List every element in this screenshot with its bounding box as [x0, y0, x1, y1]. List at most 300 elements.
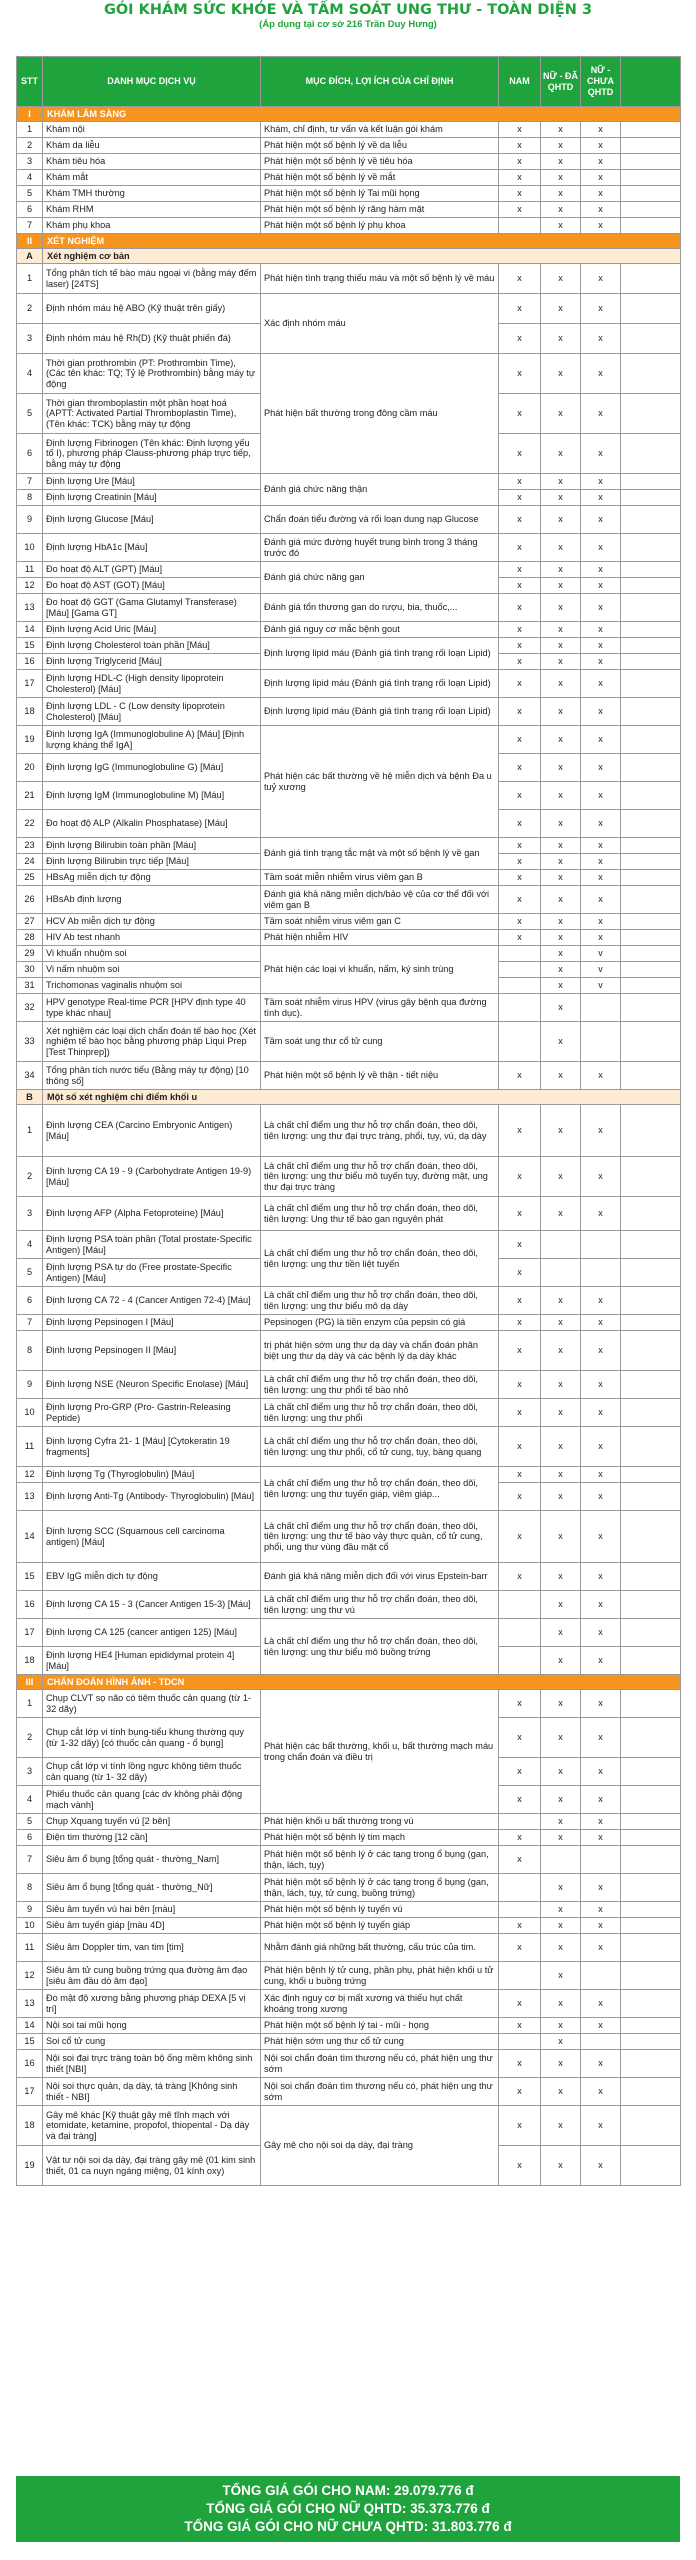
table-row	[17, 1830, 681, 1846]
service-name: Định lượng Ure [Máu]	[43, 474, 261, 490]
female-single-check: x	[581, 2018, 621, 2034]
row-number: 6	[17, 1830, 43, 1846]
spacer-cell	[621, 946, 681, 962]
female-single-check: x	[581, 1511, 621, 1563]
table-row	[17, 698, 681, 726]
table-row	[17, 670, 681, 698]
male-check: x	[499, 1846, 541, 1874]
male-check: x	[499, 810, 541, 838]
purpose-cell: Là chất chỉ điểm ung thư hỗ trợ chẩn đoán, theo dõi, tiên lượng: ung thư tiền liệt tuyến	[261, 1231, 499, 1287]
female-single-check: x	[581, 854, 621, 870]
purpose-cell: Phát hiện một số bệnh lý ở các tạng trong ổ bụng (gan, thận, lách, tụy)	[261, 1846, 499, 1874]
row-number: 25	[17, 870, 43, 886]
row-number: 12	[17, 1467, 43, 1483]
female-married-check: x	[541, 946, 581, 962]
row-number: 1	[17, 1690, 43, 1718]
purpose-cell: Chẩn đoán tiểu đường và rối loạn dung nạp Glucose	[261, 506, 499, 534]
male-check: x	[499, 324, 541, 354]
row-number: 32	[17, 994, 43, 1022]
table-row	[17, 186, 681, 202]
service-name: Định lượng IgA (Immunoglobuline A) [Máu] [Định lượng kháng thể IgA]	[43, 726, 261, 754]
female-married-check: x	[541, 1874, 581, 1902]
row-number: 16	[17, 1591, 43, 1619]
female-single-check: x	[581, 474, 621, 490]
female-married-check: x	[541, 994, 581, 1022]
row-number: 13	[17, 1990, 43, 2018]
service-name: Đo mật độ xương bằng phương pháp DEXA [5 vị trí]	[43, 1990, 261, 2018]
row-number: 34	[17, 1062, 43, 1090]
section-title: KHÁM LÂM SÀNG	[43, 107, 681, 122]
female-married-check: x	[541, 2034, 581, 2050]
row-number: 6	[17, 202, 43, 218]
service-name: Định nhóm máu hệ ABO (Kỹ thuật trên giấy)	[43, 294, 261, 324]
row-number: 28	[17, 930, 43, 946]
male-check: x	[499, 264, 541, 294]
female-married-check: x	[541, 1287, 581, 1315]
purpose-cell: Tầm soát nhiễm virus HPV (virus gây bệnh qua đường tình dục).	[261, 994, 499, 1022]
female-married-check: x	[541, 1830, 581, 1846]
female-married-check: x	[541, 1511, 581, 1563]
female-single-check: x	[581, 1483, 621, 1511]
service-name: Chụp cắt lớp vi tính lồng ngực không tiêm thuốc cản quang (từ 1- 32 dãy)	[43, 1758, 261, 1786]
spacer-cell	[621, 534, 681, 562]
female-married-check: x	[541, 1990, 581, 2018]
male-check: x	[499, 154, 541, 170]
service-name: Siêu âm tuyến giáp [màu 4D]	[43, 1918, 261, 1934]
purpose-cell: Đánh giá mức đường huyết trung bình trong 3 tháng trước đó	[261, 534, 499, 562]
row-number: 4	[17, 1231, 43, 1259]
row-number: 2	[17, 138, 43, 154]
male-check: x	[499, 930, 541, 946]
row-number: 3	[17, 1758, 43, 1786]
service-name: Định lượng Creatinin [Máu]	[43, 490, 261, 506]
purpose-cell: Phát hiện một số bệnh lý phụ khoa	[261, 218, 499, 234]
female-single-check	[581, 1846, 621, 1874]
row-number: 14	[17, 622, 43, 638]
section-title: CHẨN ĐOÁN HÌNH ẢNH - TDCN	[43, 1675, 681, 1690]
purpose-cell: Là chất chỉ điểm ung thư hỗ trợ chẩn đoán, theo dõi, tiên lượng: ung thư phổi, cổ tử cung, tụy, bàng quang	[261, 1427, 499, 1467]
row-number: 14	[17, 1511, 43, 1563]
spacer-cell	[621, 782, 681, 810]
purpose-cell: Phát hiện khối u bất thường trong vú	[261, 1814, 499, 1830]
purpose-cell: Là chất chỉ điểm ung thư hỗ trợ chẩn đoán, theo dõi, tiên lượng: ung thư tuyến giáp, viêm giáp...	[261, 1467, 499, 1511]
purpose-cell: Định lượng lipid máu (Đánh giá tình trạng rối loạn Lipid)	[261, 638, 499, 670]
spacer-cell	[621, 138, 681, 154]
table-row	[17, 594, 681, 622]
female-single-check: x	[581, 122, 621, 138]
spacer-cell	[621, 170, 681, 186]
female-married-check: x	[541, 1105, 581, 1157]
purpose-cell: Là chất chỉ điểm ung thư hỗ trợ chẩn đoán, theo dõi, tiên lượng: ung thư tế bào vảy thực quản, cổ tử cung, phổi, ung thư vùng đầu mặt cổ	[261, 1511, 499, 1563]
table-row	[17, 170, 681, 186]
service-name: Định lượng Bilirubin toàn phần [Máu]	[43, 838, 261, 854]
purpose-cell: Đánh giá khả năng miễn dịch/bảo vệ của cơ thể đối với viêm gan B	[261, 886, 499, 914]
row-number: 17	[17, 2078, 43, 2106]
female-single-check: x	[581, 1467, 621, 1483]
service-name: Định lượng Tg (Thyroglobulin) [Máu]	[43, 1467, 261, 1483]
row-number: 18	[17, 1647, 43, 1675]
purpose-cell: Pepsinogen (PG) là tiền enzym của pepsin có giá	[261, 1315, 499, 1331]
row-number: 29	[17, 946, 43, 962]
row-number: 4	[17, 354, 43, 394]
row-number: 8	[17, 1874, 43, 1902]
male-check: x	[499, 1934, 541, 1962]
service-name: Điện tim thường [12 cần]	[43, 1830, 261, 1846]
purpose-cell: Đánh giá chức năng gan	[261, 562, 499, 594]
male-check	[499, 994, 541, 1022]
table-row	[17, 534, 681, 562]
service-name: Định lượng Cholesterol toàn phần [Máu]	[43, 638, 261, 654]
table-body	[17, 107, 681, 2186]
female-married-check: x	[541, 218, 581, 234]
spacer-cell	[621, 1399, 681, 1427]
row-number: 12	[17, 578, 43, 594]
male-check: x	[499, 122, 541, 138]
service-name: Định lượng HE4 [Human epididymal protein 4] [Máu]	[43, 1647, 261, 1675]
male-check: x	[499, 354, 541, 394]
spacer-cell	[621, 1918, 681, 1934]
service-name: Định lượng PSA tự do (Free prostate-Specific Antigen) [Máu]	[43, 1259, 261, 1287]
service-name: Khám TMH thường	[43, 186, 261, 202]
female-single-check: x	[581, 534, 621, 562]
female-married-check: x	[541, 202, 581, 218]
female-married-check	[541, 1259, 581, 1287]
female-single-check: x	[581, 1287, 621, 1315]
spacer-cell	[621, 1467, 681, 1483]
female-married-check: x	[541, 654, 581, 670]
service-name: HCV Ab miễn dịch tự động	[43, 914, 261, 930]
purpose-cell: Phát hiện một số bệnh lý về da liễu	[261, 138, 499, 154]
spacer-cell	[621, 122, 681, 138]
male-check: x	[499, 1371, 541, 1399]
male-check: x	[499, 394, 541, 434]
row-number: 17	[17, 1619, 43, 1647]
service-name: HBsAb định lượng	[43, 886, 261, 914]
female-single-check: v	[581, 978, 621, 994]
female-married-check: x	[541, 1062, 581, 1090]
female-single-check: x	[581, 726, 621, 754]
female-married-check: x	[541, 854, 581, 870]
female-married-check: x	[541, 810, 581, 838]
female-single-check: x	[581, 2146, 621, 2186]
female-married-check: x	[541, 2106, 581, 2146]
service-name: Khám mắt	[43, 170, 261, 186]
female-single-check: x	[581, 294, 621, 324]
row-number: 10	[17, 534, 43, 562]
female-single-check: x	[581, 202, 621, 218]
spacer-cell	[621, 1647, 681, 1675]
service-name: Định lượng HDL-C (High density lipoprotein Cholesterol) [Máu]	[43, 670, 261, 698]
row-number: 10	[17, 1918, 43, 1934]
female-single-check: x	[581, 810, 621, 838]
female-married-check: x	[541, 1427, 581, 1467]
row-number: 1	[17, 1105, 43, 1157]
table-row	[17, 1846, 681, 1874]
purpose-cell: Xác định nhóm máu	[261, 294, 499, 354]
female-single-check: x	[581, 698, 621, 726]
table-row	[17, 1022, 681, 1062]
female-single-check	[581, 1259, 621, 1287]
spacer-cell	[621, 726, 681, 754]
female-married-check: x	[541, 186, 581, 202]
table-row	[17, 562, 681, 578]
total-female-married: TỔNG GIÁ GÓI CHO NỮ QHTD: 35.373.776 đ	[206, 2501, 490, 2516]
service-name: Định lượng CA 72 - 4 (Cancer Antigen 72-4) [Máu]	[43, 1287, 261, 1315]
purpose-cell: Nội soi chẩn đoán tìm thương nếu có, phát hiện ung thư sớm	[261, 2050, 499, 2078]
spacer-cell	[621, 638, 681, 654]
table-row	[17, 2050, 681, 2078]
spacer-cell	[621, 394, 681, 434]
male-check: x	[499, 914, 541, 930]
purpose-cell: Phát hiện một số bệnh lý về thận - tiết niệu	[261, 1062, 499, 1090]
male-check: x	[499, 1511, 541, 1563]
purpose-cell: Tầm soát nhiễm virus viêm gan C	[261, 914, 499, 930]
female-single-check: x	[581, 578, 621, 594]
service-name: Định lượng CA 19 - 9 (Carbohydrate Antigen 19-9) [Máu]	[43, 1157, 261, 1197]
male-check: x	[499, 2018, 541, 2034]
female-single-check: x	[581, 2078, 621, 2106]
subsection-row	[17, 1090, 681, 1105]
female-married-check: x	[541, 264, 581, 294]
female-single-check: x	[581, 1918, 621, 1934]
male-check: x	[499, 1399, 541, 1427]
female-single-check: x	[581, 1105, 621, 1157]
female-married-check: x	[541, 578, 581, 594]
male-check	[499, 962, 541, 978]
purpose-cell: Đánh giá khả năng miễn dịch đối với virus Epstein-barr	[261, 1563, 499, 1591]
purpose-cell: Phát hiện một số bệnh lý về tiêu hóa	[261, 154, 499, 170]
female-married-check: x	[541, 474, 581, 490]
purpose-cell: Phát hiện các bất thường, khối u, bất thường mạch máu trong chẩn đoán và điều trị	[261, 1690, 499, 1814]
male-check: x	[499, 1758, 541, 1786]
purpose-cell: Khám, chỉ định, tư vấn và kết luận gói khám	[261, 122, 499, 138]
male-check	[499, 946, 541, 962]
female-married-check: x	[541, 2050, 581, 2078]
spacer-cell	[621, 186, 681, 202]
row-number: 5	[17, 1814, 43, 1830]
purpose-cell: Định lượng lipid máu (Đánh giá tình trạng rối loạn Lipid)	[261, 698, 499, 726]
table-row	[17, 1690, 681, 1718]
spacer-cell	[621, 154, 681, 170]
female-single-check: x	[581, 1157, 621, 1197]
spacer-cell	[621, 264, 681, 294]
male-check: x	[499, 754, 541, 782]
spacer-cell	[621, 218, 681, 234]
male-check: x	[499, 1918, 541, 1934]
row-number: 15	[17, 638, 43, 654]
service-name: Đo hoạt độ ALT (GPT) [Máu]	[43, 562, 261, 578]
male-check: x	[499, 138, 541, 154]
male-check	[499, 978, 541, 994]
row-number: 1	[17, 122, 43, 138]
male-check: x	[499, 782, 541, 810]
service-name: Định nhóm máu hệ Rh(D) (Kỹ thuật phiến đá)	[43, 324, 261, 354]
service-name: Định lượng Fibrinogen (Tên khác: Định lượng yếu tố I), phương pháp Clauss-phương pháp trực tiếp, bằng máy tự động	[43, 434, 261, 474]
female-married-check: x	[541, 670, 581, 698]
row-number: 31	[17, 978, 43, 994]
male-check: x	[499, 638, 541, 654]
service-name: Khám RHM	[43, 202, 261, 218]
female-married-check: x	[541, 138, 581, 154]
spacer-cell	[621, 2106, 681, 2146]
section-number: B	[17, 1090, 43, 1105]
table-row	[17, 354, 681, 394]
female-married-check: x	[541, 978, 581, 994]
male-check: x	[499, 2078, 541, 2106]
male-check: x	[499, 434, 541, 474]
female-married-check: x	[541, 2018, 581, 2034]
purpose-cell: Là chất chỉ điểm ung thư hỗ trợ chẩn đoán, theo dõi, tiên lượng: ung thư phổi	[261, 1399, 499, 1427]
table-row	[17, 1962, 681, 1990]
female-married-check: x	[541, 782, 581, 810]
female-married-check: x	[541, 2146, 581, 2186]
female-single-check	[581, 994, 621, 1022]
spacer-cell	[621, 1022, 681, 1062]
service-name: Phiếu thuốc cản quang [các dv không phải động mạch vành]	[43, 1786, 261, 1814]
male-check	[499, 1022, 541, 1062]
female-single-check: x	[581, 1591, 621, 1619]
female-married-check: x	[541, 726, 581, 754]
table-row	[17, 1315, 681, 1331]
female-married-check: x	[541, 324, 581, 354]
service-name: Khám nội	[43, 122, 261, 138]
male-check: x	[499, 870, 541, 886]
female-married-check: x	[541, 1157, 581, 1197]
table-row	[17, 1231, 681, 1259]
table-row	[17, 1934, 681, 1962]
female-married-check: x	[541, 1483, 581, 1511]
male-check	[499, 1619, 541, 1647]
service-name: Định lượng IgG (Immunoglobuline G) [Máu]	[43, 754, 261, 782]
row-number: 24	[17, 854, 43, 870]
female-single-check	[581, 1022, 621, 1062]
male-check	[499, 218, 541, 234]
female-married-check: x	[541, 698, 581, 726]
spacer-cell	[621, 854, 681, 870]
spacer-cell	[621, 1231, 681, 1259]
spacer-cell	[621, 886, 681, 914]
service-name: Định lượng Triglycerid [Máu]	[43, 654, 261, 670]
female-single-check: x	[581, 1331, 621, 1371]
table-row	[17, 1990, 681, 2018]
table-row	[17, 1331, 681, 1371]
spacer-cell	[621, 1371, 681, 1399]
purpose-cell: Phát hiện nhiễm HIV	[261, 930, 499, 946]
table-row	[17, 138, 681, 154]
spacer-cell	[621, 354, 681, 394]
table-row	[17, 638, 681, 654]
female-married-check: x	[541, 1962, 581, 1990]
male-check: x	[499, 1467, 541, 1483]
service-name: Siêu âm Doppler tim, van tim [tim]	[43, 1934, 261, 1962]
row-number: 7	[17, 1315, 43, 1331]
male-check: x	[499, 1197, 541, 1231]
male-check: x	[499, 854, 541, 870]
spacer-cell	[621, 2050, 681, 2078]
purpose-cell: Là chất chỉ điểm ung thư hỗ trợ chẩn đoán, theo dõi, tiên lượng: ung thư phổi tế bào nhỏ	[261, 1371, 499, 1399]
row-number: 13	[17, 1483, 43, 1511]
female-married-check: x	[541, 434, 581, 474]
spacer-cell	[621, 1934, 681, 1962]
female-single-check: x	[581, 1427, 621, 1467]
row-number: 17	[17, 670, 43, 698]
table-row	[17, 622, 681, 638]
female-single-check: x	[581, 782, 621, 810]
purpose-cell: Phát hiện bệnh lý tử cung, phần phụ, phát hiện khối u tử cung, khối u buồng trứng	[261, 1962, 499, 1990]
male-check: x	[499, 1718, 541, 1758]
spacer-cell	[621, 1814, 681, 1830]
male-check: x	[499, 490, 541, 506]
service-name: EBV IgG miễn dịch tự động	[43, 1563, 261, 1591]
row-number: 8	[17, 1331, 43, 1371]
female-married-check: x	[541, 506, 581, 534]
service-name: Đo hoạt độ ALP (Alkalin Phosphatase) [Máu]	[43, 810, 261, 838]
female-single-check: x	[581, 1830, 621, 1846]
spacer-cell	[621, 562, 681, 578]
female-single-check: x	[581, 1062, 621, 1090]
table-row	[17, 1287, 681, 1315]
table-header-row	[17, 57, 681, 107]
spacer-cell	[621, 1690, 681, 1718]
female-single-check: x	[581, 1399, 621, 1427]
service-name: Định lượng Glucose [Máu]	[43, 506, 261, 534]
col-male-header: NAM	[499, 57, 541, 107]
spacer-cell	[621, 914, 681, 930]
col-female-single-header: NỮ - CHƯA QHTD	[581, 57, 621, 107]
female-married-check: x	[541, 838, 581, 854]
purpose-cell: Phát hiện một số bệnh lý về mắt	[261, 170, 499, 186]
table-row	[17, 914, 681, 930]
purpose-cell: Đánh giá chức năng thận	[261, 474, 499, 506]
female-single-check: x	[581, 354, 621, 394]
spacer-cell	[621, 1105, 681, 1157]
row-number: 3	[17, 324, 43, 354]
female-single-check: x	[581, 1690, 621, 1718]
female-married-check: x	[541, 1718, 581, 1758]
service-name: Thời gian prothrombin (PT: Prothrombin Time), (Các tên khác: TQ; Tỷ lệ Prothrombin) bằng máy tự động	[43, 354, 261, 394]
female-married-check: x	[541, 562, 581, 578]
section-row	[17, 234, 681, 249]
header	[16, 0, 680, 56]
female-married-check: x	[541, 754, 581, 782]
male-check: x	[499, 654, 541, 670]
male-check: x	[499, 622, 541, 638]
row-number: 14	[17, 2018, 43, 2034]
female-single-check: x	[581, 754, 621, 782]
purpose-cell: Phát hiện một số bệnh lý Tai mũi họng	[261, 186, 499, 202]
female-single-check: x	[581, 1197, 621, 1231]
service-name: Định lượng HbA1c [Máu]	[43, 534, 261, 562]
female-single-check	[581, 1962, 621, 1990]
male-check: x	[499, 2146, 541, 2186]
spacer-cell	[621, 1591, 681, 1619]
female-married-check: x	[541, 962, 581, 978]
purpose-cell: Gây mê cho nội soi dạ dày, đại tràng	[261, 2106, 499, 2186]
female-married-check: x	[541, 2078, 581, 2106]
section-number: I	[17, 107, 43, 122]
spacer-cell	[621, 870, 681, 886]
table-row	[17, 1197, 681, 1231]
row-number: 2	[17, 294, 43, 324]
total-female-single: TỔNG GIÁ GÓI CHO NỮ CHƯA QHTD: 31.803.776 đ	[184, 2519, 512, 2534]
service-name: Tổng phân tích tế bào máu ngoại vi (bằng máy đếm laser) [24TS]	[43, 264, 261, 294]
female-married-check: x	[541, 1197, 581, 1231]
female-married-check: x	[541, 122, 581, 138]
female-single-check	[581, 2034, 621, 2050]
female-single-check: x	[581, 1718, 621, 1758]
service-name: Đo hoạt độ GGT (Gama Glutamyl Transferase) [Máu] [Gama GT]	[43, 594, 261, 622]
page-subtitle: (Áp dụng tại cơ sở 216 Trần Duy Hưng)	[259, 19, 437, 30]
